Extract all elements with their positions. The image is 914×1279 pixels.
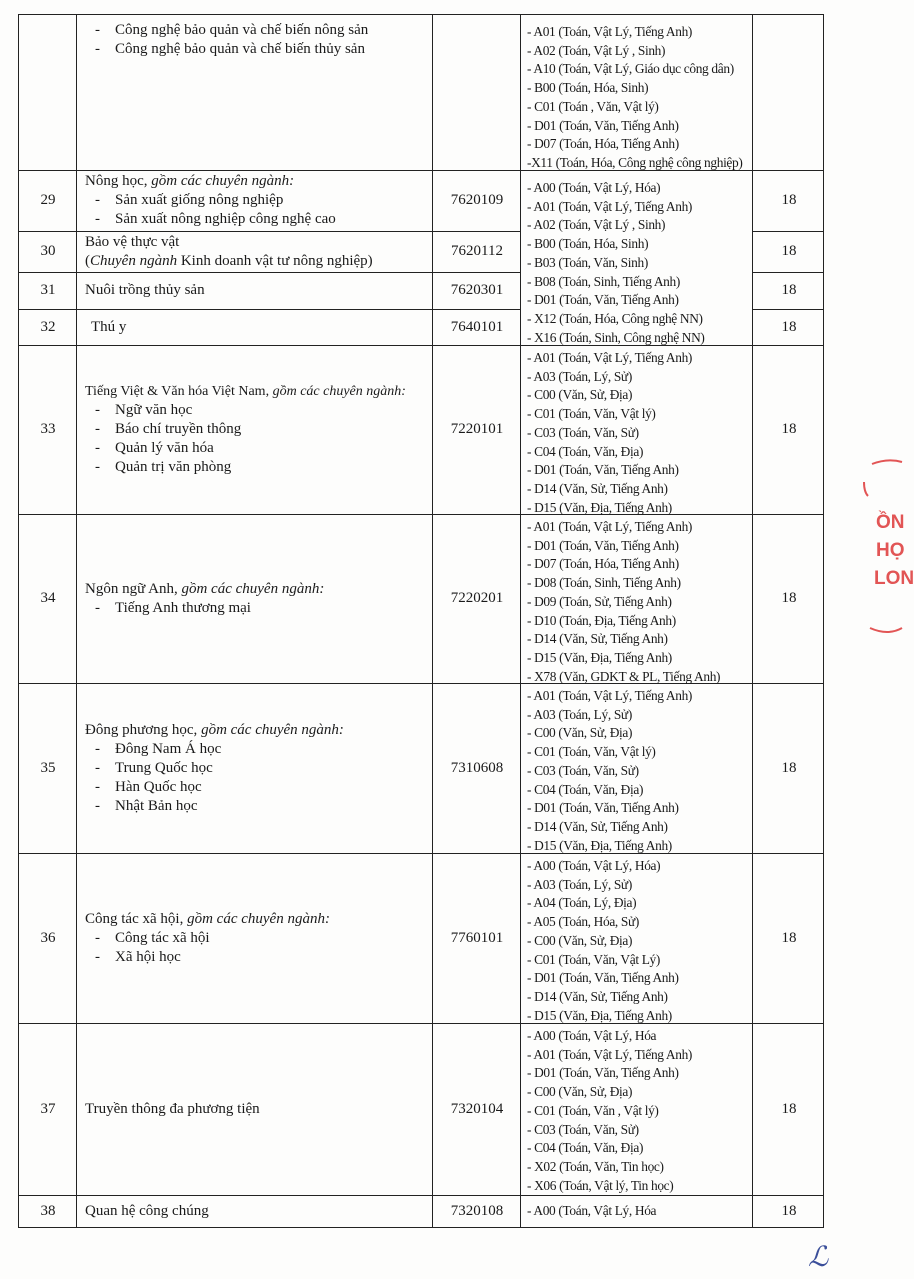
combination: - D14 (Văn, Sử, Tiếng Anh) <box>527 480 668 496</box>
combination-list <box>521 518 753 686</box>
combination: - B00 (Toán, Hóa, Sinh) <box>527 236 649 252</box>
combination: - D14 (Văn, Sử, Tiếng Anh) <box>527 988 668 1004</box>
row-number: 33 <box>40 421 56 437</box>
combination: - C00 (Văn, Sử, Địa) <box>527 387 633 403</box>
min-score: 18 <box>781 243 797 259</box>
combination: - D01 (Toán, Văn, Tiếng Anh) <box>527 1065 679 1081</box>
major-title: Thú y <box>91 318 127 335</box>
combination-list <box>521 857 753 1025</box>
table-row <box>19 309 823 345</box>
combination: - A03 (Toán, Lý, Sử) <box>527 706 632 722</box>
combination: - C01 (Toán , Văn, Vật lý) <box>527 98 659 114</box>
major-cell <box>77 15 433 170</box>
min-score: 18 <box>781 192 797 208</box>
min-score: 18 <box>781 1100 797 1117</box>
combination: - C03 (Toán, Văn, Sử) <box>527 762 639 778</box>
combination: - C03 (Toán, Văn, Sử) <box>527 1121 639 1137</box>
combination-list <box>521 1202 753 1221</box>
combination: - B00 (Toán, Hóa, Sinh) <box>527 80 649 96</box>
combination: - A01 (Toán, Vật Lý, Tiếng Anh) <box>527 1046 693 1062</box>
min-score: 18 <box>781 590 797 606</box>
combination: - A02 (Toán, Vật Lý , Sinh) <box>527 42 666 58</box>
major-title: Nuôi trồng thủy sản <box>85 282 205 298</box>
major-cell <box>77 683 433 853</box>
combination: - D07 (Toán, Hóa, Tiếng Anh) <box>527 556 679 572</box>
specialization-item: - Ngữ văn học <box>85 401 192 420</box>
combination: - C04 (Toán, Văn, Địa) <box>527 443 644 459</box>
min-score: 18 <box>781 929 797 946</box>
combination: - A01 (Toán, Vật Lý, Tiếng Anh) <box>527 350 693 365</box>
specialization-item: - Nhật Bản học <box>85 797 197 816</box>
specialization-item: - Xã hội học <box>85 948 181 967</box>
major-code: 7620112 <box>451 243 503 259</box>
combination: - D15 (Văn, Địa, Tiếng Anh) <box>527 499 672 515</box>
major-title: Nông học, gồm các chuyên ngành: <box>85 173 295 189</box>
initial-signature: ℒ <box>808 1242 829 1273</box>
combination: - A02 (Toán, Vật Lý , Sinh) <box>527 217 666 233</box>
combination: - A01 (Toán, Vật Lý, Tiếng Anh) <box>527 688 693 703</box>
combination: - C01 (Toán, Văn, Vật lý) <box>527 406 656 422</box>
min-score: 18 <box>781 282 797 298</box>
combination: - A03 (Toán, Lý, Sử) <box>527 876 632 892</box>
combination: - B08 (Toán, Sinh, Tiếng Anh) <box>527 273 680 289</box>
combination-list <box>521 23 753 173</box>
major-title: Đông phương học, gồm các chuyên ngành: <box>85 721 344 738</box>
combination: - D01 (Toán, Văn, Tiếng Anh) <box>527 117 679 133</box>
combination: - D01 (Toán, Văn, Tiếng Anh) <box>527 462 679 478</box>
table-row <box>19 514 823 683</box>
combination-list <box>521 1027 753 1195</box>
major-cell <box>77 1195 433 1227</box>
major-cell <box>77 853 433 1023</box>
major-title: Truyền thông đa phương tiện <box>85 1100 260 1117</box>
stamp-text: LON <box>874 568 914 589</box>
major-title: Quan hệ công chúng <box>85 1202 209 1219</box>
row-number: 35 <box>40 759 56 776</box>
row-number: 36 <box>40 929 56 946</box>
combination: - C01 (Toán, Văn, Vật Lý) <box>527 951 660 967</box>
combination: - X16 (Toán, Sinh, Công nghệ NN) <box>527 329 705 345</box>
combination: - A00 (Toán, Vật Lý, Hóa <box>527 1028 657 1043</box>
specialization-item: - Tiếng Anh thương mại <box>85 599 251 618</box>
combination: - C04 (Toán, Văn, Địa) <box>527 781 644 797</box>
major-code: 7220201 <box>450 590 504 606</box>
major-code: 7220101 <box>450 421 504 437</box>
major-title: Bảo vệ thực vật <box>85 233 180 250</box>
table-row <box>19 853 823 1023</box>
combination: - A00 (Toán, Vật Lý, Hóa) <box>527 180 661 195</box>
table-row <box>19 683 823 853</box>
combination: - D01 (Toán, Văn, Tiếng Anh) <box>527 800 679 816</box>
combination: - A01 (Toán, Vật Lý, Tiếng Anh) <box>527 519 693 534</box>
table-row <box>19 15 823 170</box>
min-score: 18 <box>781 1202 797 1219</box>
combination: - D14 (Văn, Sử, Tiếng Anh) <box>527 818 668 834</box>
combination: - A04 (Toán, Lý, Địa) <box>527 895 637 911</box>
row-number: 29 <box>40 192 56 208</box>
major-cell <box>77 170 433 231</box>
combination: - C00 (Văn, Sử, Địa) <box>527 1084 633 1100</box>
specialization-item: - Công nghệ bảo quản và chế biến thủy sản <box>85 40 365 59</box>
row-number: 37 <box>40 1100 56 1117</box>
official-stamp <box>858 452 914 652</box>
combination: - X12 (Toán, Hóa, Công nghệ NN) <box>527 310 703 326</box>
combination: - A00 (Toán, Vật Lý, Hóa <box>527 1203 657 1218</box>
major-title: Công tác xã hội, gồm các chuyên ngành: <box>85 910 330 927</box>
specialization-item: - Công nghệ bảo quản và chế biến nông sản <box>85 21 368 40</box>
combination: - C01 (Toán, Văn , Vật lý) <box>527 1102 659 1118</box>
combination: - D15 (Văn, Địa, Tiếng Anh) <box>527 1007 672 1023</box>
major-code: 7640101 <box>450 318 504 335</box>
combination: - D07 (Toán, Hóa, Tiếng Anh) <box>527 136 679 152</box>
specialization-item: - Quản lý văn hóa <box>85 439 214 458</box>
combination: - D09 (Toán, Sử, Tiếng Anh) <box>527 593 672 609</box>
table-row <box>19 1195 823 1227</box>
combination: - D15 (Văn, Địa, Tiếng Anh) <box>527 649 672 665</box>
combination: - D01 (Toán, Văn, Tiếng Anh) <box>527 537 679 553</box>
combination: -X11 (Toán, Hóa, Công nghệ công nghiệp) <box>527 154 743 170</box>
combination: - D10 (Toán, Địa, Tiếng Anh) <box>527 612 676 628</box>
specialization-item: - Trung Quốc học <box>85 759 213 778</box>
major-cell <box>77 345 433 514</box>
major-code: 7760101 <box>450 929 504 946</box>
min-score: 18 <box>781 759 797 776</box>
major-title: Ngôn ngữ Anh, gồm các chuyên ngành: <box>85 580 325 597</box>
combination: - A05 (Toán, Hóa, Sử) <box>527 914 640 930</box>
specialization-item: - Quản trị văn phòng <box>85 458 231 477</box>
specialization-item: - Báo chí truyền thông <box>85 420 241 439</box>
combination: - D14 (Văn, Sử, Tiếng Anh) <box>527 631 668 647</box>
major-cell <box>77 1023 433 1195</box>
major-code: 7320108 <box>450 1202 504 1219</box>
combination: - C03 (Toán, Văn, Sử) <box>527 424 639 440</box>
stamp-text: HỌ <box>876 540 905 561</box>
combination: - A03 (Toán, Lý, Sử) <box>527 368 632 384</box>
major-subtitle: (Chuyên ngành Kinh doanh vật tư nông nghiệp) <box>85 252 373 269</box>
specialization-item: - Sản xuất giống nông nghiệp <box>85 191 283 210</box>
major-code: 7320104 <box>450 1100 504 1117</box>
table-row <box>19 345 823 514</box>
combination: - D01 (Toán, Văn, Tiếng Anh) <box>527 970 679 986</box>
row-number: 31 <box>40 282 56 298</box>
combination: - D15 (Văn, Địa, Tiếng Anh) <box>527 837 672 853</box>
major-code: 7620109 <box>450 192 504 208</box>
table-row <box>19 272 823 309</box>
combination: - D01 (Toán, Văn, Tiếng Anh) <box>527 292 679 308</box>
row-number: 32 <box>40 318 56 335</box>
major-cell <box>77 514 433 683</box>
stamp-text: ỒN <box>876 512 905 533</box>
combination: - B03 (Toán, Văn, Sinh) <box>527 254 648 270</box>
major-code: 7620301 <box>450 282 504 298</box>
specialization-item: - Công tác xã hội <box>85 929 210 948</box>
row-number: 34 <box>40 590 56 606</box>
specialization-item: - Đông Nam Á học <box>85 740 221 759</box>
combination: - A00 (Toán, Vật Lý, Hóa) <box>527 858 661 873</box>
major-cell <box>77 309 433 345</box>
combination: - X78 (Văn, GDKT & PL, Tiếng Anh) <box>527 668 721 684</box>
min-score: 18 <box>781 318 797 335</box>
combination: - C00 (Văn, Sử, Địa) <box>527 932 633 948</box>
combination: - A10 (Toán, Vật Lý, Giáo dục công dân) <box>527 61 734 77</box>
combination: - C00 (Văn, Sử, Địa) <box>527 725 633 741</box>
specialization-item: - Sản xuất nông nghiệp công nghệ cao <box>85 210 336 229</box>
major-code: 7310608 <box>450 759 504 776</box>
combination: - A01 (Toán, Vật Lý, Tiếng Anh) <box>527 24 693 39</box>
combination-list <box>521 349 753 517</box>
major-cell <box>77 272 433 309</box>
combination: - C04 (Toán, Văn, Địa) <box>527 1140 644 1156</box>
combination-list <box>521 687 753 855</box>
combination: - X02 (Toán, Văn, Tin học) <box>527 1158 664 1174</box>
table-row <box>19 231 823 272</box>
combination: - C01 (Toán, Văn, Vật lý) <box>527 744 656 760</box>
row-number: 30 <box>40 243 56 259</box>
major-cell <box>77 231 433 272</box>
table-row <box>19 1023 823 1195</box>
combination: - D08 (Toán, Sinh, Tiếng Anh) <box>527 575 681 591</box>
min-score: 18 <box>781 421 797 437</box>
major-title: Tiếng Việt & Văn hóa Việt Nam, gồm các chuyên ngành: <box>85 384 406 399</box>
specialization-item: - Hàn Quốc học <box>85 778 202 797</box>
combination: - X06 (Toán, Vật lý, Tin học) <box>527 1177 674 1193</box>
admission-table <box>18 14 824 1228</box>
combination: - A01 (Toán, Vật Lý, Tiếng Anh) <box>527 198 693 214</box>
row-number: 38 <box>40 1202 56 1219</box>
